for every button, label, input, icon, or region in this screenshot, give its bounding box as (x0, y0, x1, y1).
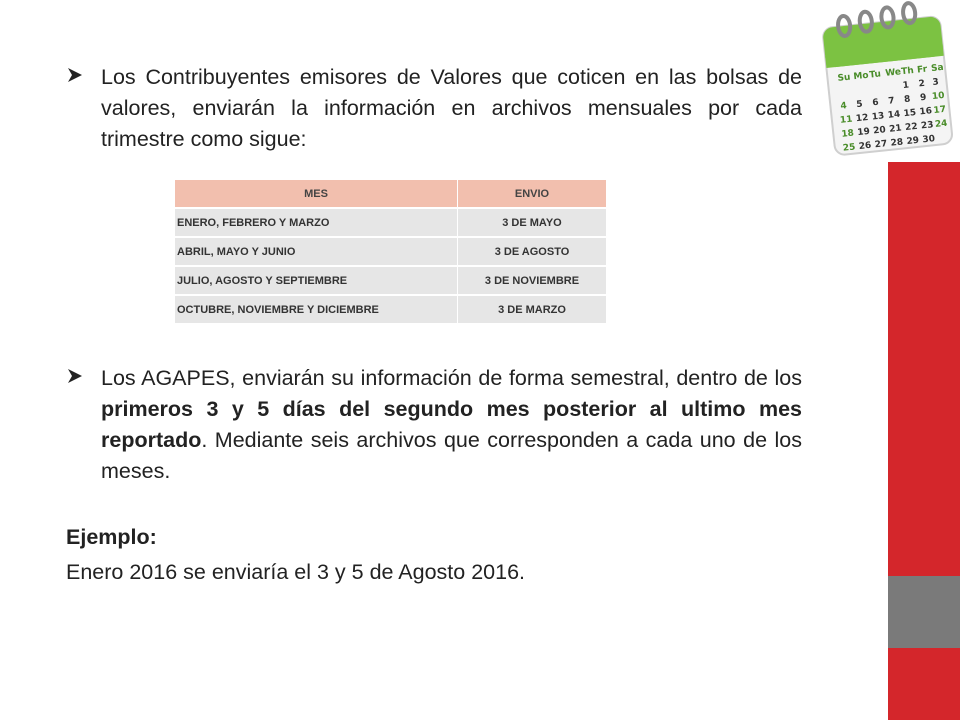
svg-text:25: 25 (842, 142, 856, 154)
svg-text:6: 6 (871, 97, 880, 109)
example-text: Enero 2016 se enviaría el 3 y 5 de Agosto 2016. (66, 560, 525, 584)
bullet-text-bold: primeros 3 y 5 días del segundo mes posterior al ultimo mes reportado (101, 397, 802, 452)
cell-mes: OCTUBRE, NOVIEMBRE Y DICIEMBRE (175, 295, 458, 324)
svg-text:1: 1 (902, 80, 910, 92)
svg-text:29: 29 (906, 135, 920, 148)
cell-envio: 3 DE NOVIEMBRE (458, 266, 607, 295)
svg-text:Mo: Mo (853, 70, 870, 83)
svg-text:4: 4 (840, 101, 848, 112)
svg-text:Tu: Tu (868, 69, 882, 81)
svg-text:7: 7 (887, 96, 896, 107)
bullet-text-before: Los AGAPES, enviarán su información de forma semestral, dentro de los (101, 366, 802, 390)
decor-bar-red-top (888, 162, 960, 576)
svg-text:16: 16 (919, 106, 933, 118)
svg-text:5: 5 (855, 99, 864, 111)
header-mes: MES (175, 180, 458, 208)
svg-text:9: 9 (919, 92, 927, 104)
arrow-bullet-icon (66, 367, 84, 385)
svg-text:We: We (884, 67, 902, 79)
svg-text:30: 30 (921, 134, 936, 146)
example-title: Ejemplo: (66, 525, 157, 549)
header-envio: ENVIO (458, 180, 607, 208)
table-row (175, 208, 607, 237)
svg-text:26: 26 (858, 140, 872, 153)
svg-text:Th: Th (900, 65, 915, 78)
svg-text:3: 3 (932, 77, 940, 89)
bullet-agapes (66, 363, 802, 487)
svg-text:22: 22 (904, 121, 919, 134)
cell-envio: 3 DE MAYO (458, 208, 607, 237)
svg-text:12: 12 (855, 112, 869, 125)
table-header-row (175, 180, 607, 208)
cell-mes: ENERO, FEBRERO Y MARZO (175, 208, 458, 237)
svg-text:Fr: Fr (916, 64, 928, 76)
table-row (175, 266, 607, 295)
table-row (175, 237, 607, 266)
svg-text:14: 14 (887, 109, 901, 121)
bullet-contribuyentes (66, 62, 802, 155)
svg-text:8: 8 (903, 94, 911, 106)
svg-text:19: 19 (856, 126, 871, 139)
bullet-text: Los Contribuyentes emisores de Valores que coticen en las bolsas de valores, enviarán la información en archivos mensuales por cada trimestre como sigue: (101, 65, 802, 151)
svg-text:17: 17 (932, 104, 947, 117)
cell-envio: 3 DE MARZO (458, 295, 607, 324)
svg-text:23: 23 (920, 120, 935, 132)
cell-mes: ABRIL, MAYO Y JUNIO (175, 237, 458, 266)
svg-text:27: 27 (874, 139, 888, 151)
svg-text:15: 15 (903, 107, 917, 120)
cell-mes: JULIO, AGOSTO Y SEPTIEMBRE (175, 266, 458, 295)
table-row (175, 295, 607, 324)
svg-text:28: 28 (890, 137, 904, 149)
svg-text:21: 21 (888, 123, 903, 135)
svg-text:20: 20 (872, 125, 887, 137)
svg-text:Su: Su (837, 72, 851, 84)
bullet-text-after: . Mediante seis archivos que corresponden a cada uno de los meses. (101, 428, 802, 483)
decor-bar-red-bottom (888, 648, 960, 720)
svg-text:13: 13 (871, 111, 885, 123)
envio-table (175, 180, 607, 325)
svg-text:18: 18 (840, 128, 855, 140)
svg-text:11: 11 (839, 114, 854, 126)
bullet-text (101, 363, 802, 487)
cell-envio: 3 DE AGOSTO (458, 237, 607, 266)
svg-text:Sa: Sa (930, 62, 945, 75)
svg-text:2: 2 (918, 78, 926, 90)
svg-text:24: 24 (934, 118, 948, 130)
svg-text:10: 10 (931, 90, 946, 103)
calendar-icon (810, 0, 960, 160)
decor-bar-gray (888, 576, 960, 648)
arrow-bullet-icon (66, 66, 84, 84)
